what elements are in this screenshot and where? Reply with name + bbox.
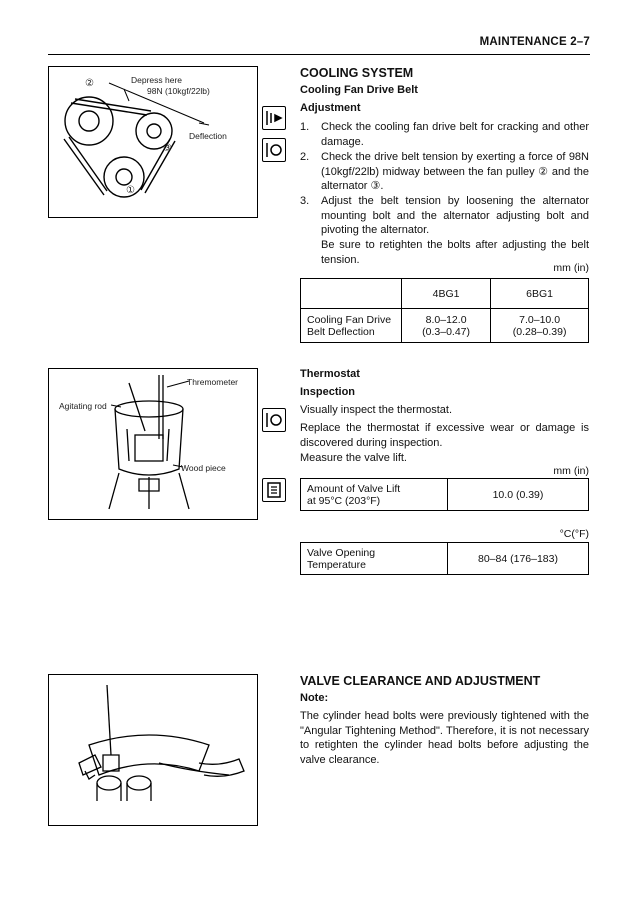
marker-3: ③ [163, 143, 172, 154]
page-header-title: MAINTENANCE 2–7 [479, 36, 590, 48]
cooling-unit: mm (in) [553, 262, 589, 274]
header-rule [48, 54, 590, 55]
agitating-rod-label: Agitating rod [59, 401, 107, 411]
thermostat-title: Thermostat [300, 368, 360, 380]
belt-diagram-figure [48, 66, 258, 218]
table-header-blank [301, 279, 402, 309]
cooling-system-title: COOLING SYSTEM [300, 66, 414, 80]
measure-icon [262, 478, 286, 502]
marker-2: ② [85, 78, 94, 89]
table-cell-4bg1: 8.0–12.0 (0.3–0.47) [402, 309, 491, 343]
valve-adjustment-figure [48, 674, 258, 826]
marker-1: ① [126, 185, 135, 196]
valve-opening-value: 80–84 (176–183) [448, 543, 589, 575]
adjustment-icon [262, 106, 286, 130]
thermostat-drawing [49, 369, 257, 519]
inspect-gauge-icon [262, 408, 286, 432]
belt-deflection-table [300, 278, 589, 343]
valve-clearance-title: VALVE CLEARANCE AND ADJUSTMENT [300, 674, 541, 688]
thermostat-line-2: Replace the thermostat if excessive wear or damage is discovered during inspection. [300, 422, 589, 449]
retighten-note: Be sure to retighten the bolts after adjusting the belt tension. [321, 239, 589, 266]
thermostat-unit-mm: mm (in) [553, 465, 589, 477]
deflection-label: Deflection [189, 131, 227, 141]
table-header-6bg1: 6BG1 [491, 279, 589, 309]
valve-opening-table [300, 542, 589, 575]
valve-lift-label: Amount of Valve Lift at 95°C (203°F) [301, 479, 448, 511]
table-header-4bg1: 4BG1 [402, 279, 491, 309]
depress-here-label: Depress here [131, 75, 183, 85]
thermometer-label: Thremometer [187, 377, 239, 387]
valve-lift-value: 10.0 (0.39) [448, 479, 589, 511]
table-row-label: Cooling Fan Drive Belt Deflection [301, 309, 402, 343]
step-3: 3. Adjust the belt tension by loosening the alternator mounting bolt and the alternator adjusting bolt and pivoting the alternator. [300, 195, 589, 236]
inspection-heading: Inspection [300, 386, 356, 398]
valve-note-heading: Note: [300, 692, 329, 704]
thermostat-line-1: Visually inspect the thermostat. [300, 404, 453, 416]
thermostat-line-3: Measure the valve lift. [300, 452, 407, 464]
thermostat-unit-temp: °C(°F) [559, 528, 589, 540]
wood-piece-label: Wood piece [181, 463, 226, 473]
valve-lift-table [300, 478, 589, 511]
valve-opening-label: Valve Opening Temperature [301, 543, 448, 575]
force-label: 98N (10kgf/22lb) [147, 86, 210, 96]
thermostat-test-figure [48, 368, 258, 520]
table-cell-6bg1: 7.0–10.0 (0.28–0.39) [491, 309, 589, 343]
inspect-gauge-icon [262, 138, 286, 162]
fan-belt-subtitle: Cooling Fan Drive Belt [300, 84, 418, 96]
step-1: 1. Check the cooling fan drive belt for cracking and other damage. [300, 121, 589, 148]
valve-note-text: The cylinder head bolts were previously tightened with the "Angular Tightening Method". Therefore, it is not necessary to retighten the cylinder head bolts before adjusting the valve clearance. [300, 710, 589, 766]
valve-drawing [49, 675, 257, 825]
adjustment-heading: Adjustment [300, 102, 361, 114]
step-2: 2. Check the drive belt tension by exerting a force of 98N (10kgf/22lb) midway between the fan pulley ② and the alternator ③. [300, 151, 589, 192]
